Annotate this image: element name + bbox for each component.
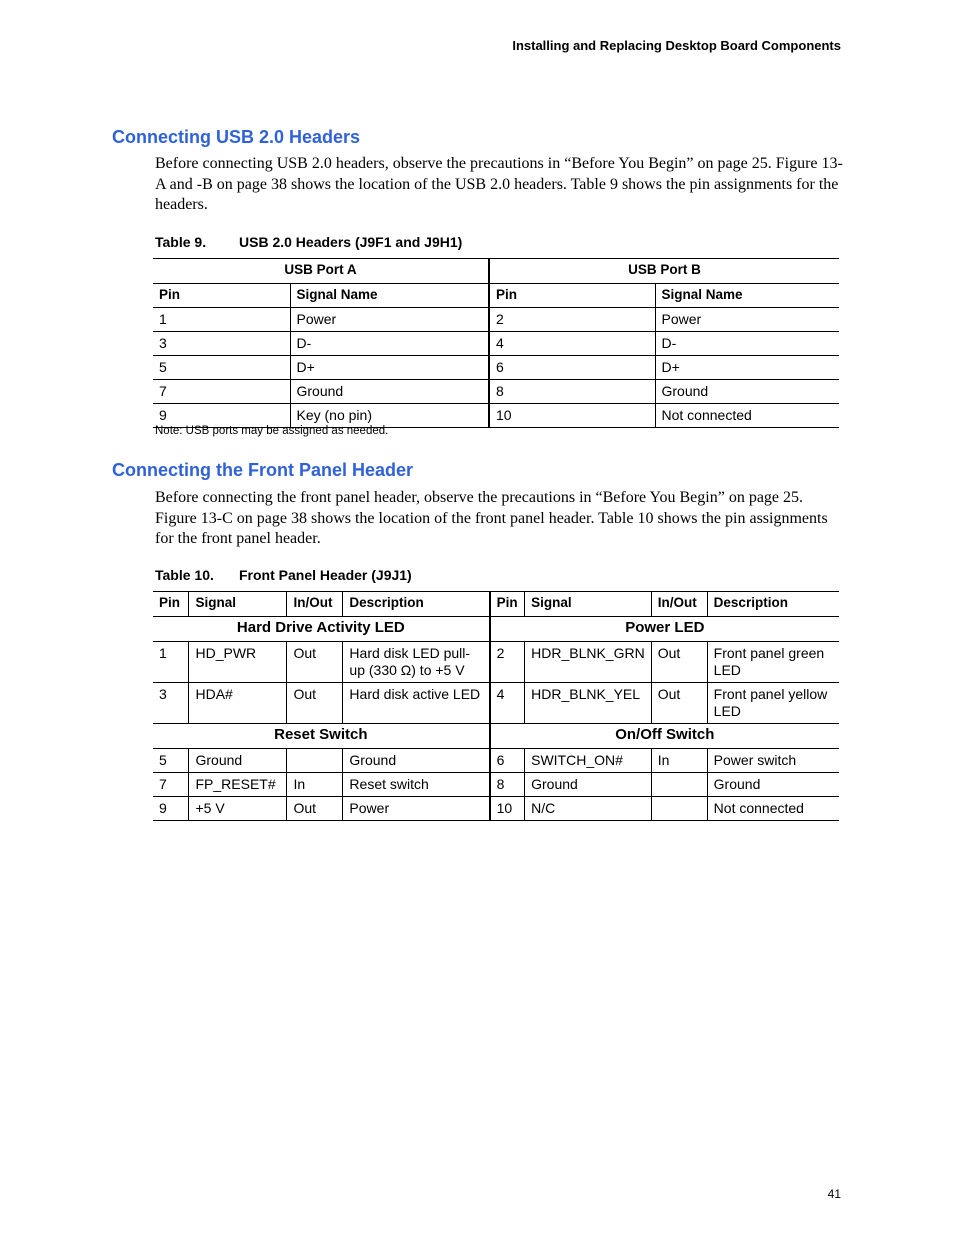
signal-cell: Power (655, 308, 839, 332)
signal-cell: Ground (189, 749, 287, 773)
in-out-cell: Out (651, 683, 707, 724)
table-row (153, 749, 839, 773)
table-row (153, 797, 839, 821)
group-label-hard-drive-led: Hard Drive Activity LED (153, 617, 490, 642)
description-cell: Ground (343, 749, 490, 773)
signal-cell: D- (290, 332, 489, 356)
description-cell: Front panel green LED (707, 642, 839, 683)
table-row (153, 404, 839, 428)
pin-cell: 9 (153, 797, 189, 821)
signal-cell: D- (655, 332, 839, 356)
table10-caption-number: Table 10. (155, 567, 214, 583)
description-cell: Reset switch (343, 773, 490, 797)
table10-caption-title: Front Panel Header (J9J1) (239, 567, 412, 583)
signal-cell: D+ (290, 356, 489, 380)
section-heading-usb: Connecting USB 2.0 Headers (112, 127, 361, 147)
pin-cell: 5 (153, 749, 189, 773)
signal-cell: D+ (655, 356, 839, 380)
in-out-cell: Out (287, 642, 343, 683)
pin-cell: 5 (153, 356, 290, 380)
col-pin-b: Pin (489, 284, 655, 308)
pin-cell: 3 (153, 683, 189, 724)
section-heading-front-panel: Connecting the Front Panel Header (112, 460, 414, 480)
pin-cell: 6 (490, 749, 525, 773)
table-row (153, 773, 839, 797)
signal-cell: Ground (525, 773, 652, 797)
table-row (153, 356, 839, 380)
pin-cell: 3 (153, 332, 290, 356)
group-label-reset-switch: Reset Switch (153, 724, 490, 749)
col-pin-a: Pin (153, 284, 290, 308)
pin-cell: 10 (489, 404, 655, 428)
pin-cell: 6 (489, 356, 655, 380)
in-out-cell: Out (651, 642, 707, 683)
in-out-cell: Out (287, 683, 343, 724)
pin-cell: 8 (490, 773, 525, 797)
pin-cell: 1 (153, 308, 290, 332)
signal-cell: SWITCH_ON# (525, 749, 652, 773)
in-out-cell (287, 749, 343, 773)
col-signal: Signal (525, 592, 652, 617)
signal-cell: FP_RESET# (189, 773, 287, 797)
table10-caption (155, 567, 412, 583)
front-panel-header-table (153, 591, 839, 821)
signal-cell: Ground (655, 380, 839, 404)
signal-cell: Key (no pin) (290, 404, 489, 428)
signal-cell: Not connected (655, 404, 839, 428)
signal-cell: HDR_BLNK_YEL (525, 683, 652, 724)
col-signal-b: Signal Name (655, 284, 839, 308)
signal-cell: Power (290, 308, 489, 332)
pin-cell: 8 (489, 380, 655, 404)
description-cell: Ground (707, 773, 839, 797)
pin-cell: 2 (489, 308, 655, 332)
group-header-row (153, 617, 839, 642)
signal-cell: HDR_BLNK_GRN (525, 642, 652, 683)
port-a-header: USB Port A (153, 259, 489, 284)
signal-cell: +5 V (189, 797, 287, 821)
pin-cell: 2 (490, 642, 525, 683)
in-out-cell: Out (287, 797, 343, 821)
pin-cell: 4 (489, 332, 655, 356)
in-out-cell: In (287, 773, 343, 797)
table9-caption (155, 234, 462, 250)
col-signal-a: Signal Name (290, 284, 489, 308)
pin-cell: 4 (490, 683, 525, 724)
pin-cell: 9 (153, 404, 290, 428)
table-row (153, 308, 839, 332)
table9-caption-number: Table 9. (155, 234, 207, 250)
col-pin: Pin (490, 592, 525, 617)
table-row (153, 380, 839, 404)
description-cell: Front panel yellow LED (707, 683, 839, 724)
pin-cell: 10 (490, 797, 525, 821)
table9-note: Note: USB ports may be assigned as needed. (155, 425, 389, 437)
col-pin: Pin (153, 592, 189, 617)
pin-cell: 1 (153, 642, 189, 683)
signal-cell: Ground (290, 380, 489, 404)
col-description: Description (343, 592, 490, 617)
table-row (153, 642, 839, 683)
running-head: Installing and Replacing Desktop Board Components (512, 38, 841, 53)
in-out-cell: In (651, 749, 707, 773)
group-label-power-led: Power LED (490, 617, 839, 642)
paragraph-usb: Before connecting USB 2.0 headers, observe the precautions in “Before You Begin” on page 25. Figure 13-A and -B on page 38 shows the location of the USB 2.0 headers. Table 9 shows the pin assignments for the headers. (155, 155, 843, 213)
signal-cell: HDA# (189, 683, 287, 724)
in-out-cell (651, 797, 707, 821)
description-cell: Power switch (707, 749, 839, 773)
table9-caption-title: USB 2.0 Headers (J9F1 and J9H1) (239, 234, 463, 250)
pin-cell: 7 (153, 773, 189, 797)
signal-cell: N/C (525, 797, 652, 821)
col-in-out: In/Out (651, 592, 707, 617)
pin-cell: 7 (153, 380, 290, 404)
table-row (153, 332, 839, 356)
usb-headers-table (153, 258, 839, 428)
group-label-on-off-switch: On/Off Switch (490, 724, 839, 749)
description-cell: Not connected (707, 797, 839, 821)
paragraph-front-panel: Before connecting the front panel header, observe the precautions in “Before You Begin” on page 25. Figure 13-C on page 38 shows the location of the front panel header. Table 10 shows the pin assignments for the front panel header. (155, 489, 828, 547)
col-signal: Signal (189, 592, 287, 617)
col-description: Description (707, 592, 839, 617)
in-out-cell (651, 773, 707, 797)
description-cell: Hard disk active LED (343, 683, 490, 724)
group-header-row (153, 724, 839, 749)
description-cell: Power (343, 797, 490, 821)
description-cell: Hard disk LED pull-up (330 Ω) to +5 V (343, 642, 490, 683)
col-in-out: In/Out (287, 592, 343, 617)
table-row (153, 683, 839, 724)
port-b-header: USB Port B (489, 259, 839, 284)
signal-cell: HD_PWR (189, 642, 287, 683)
page-number: 41 (827, 1187, 841, 1201)
